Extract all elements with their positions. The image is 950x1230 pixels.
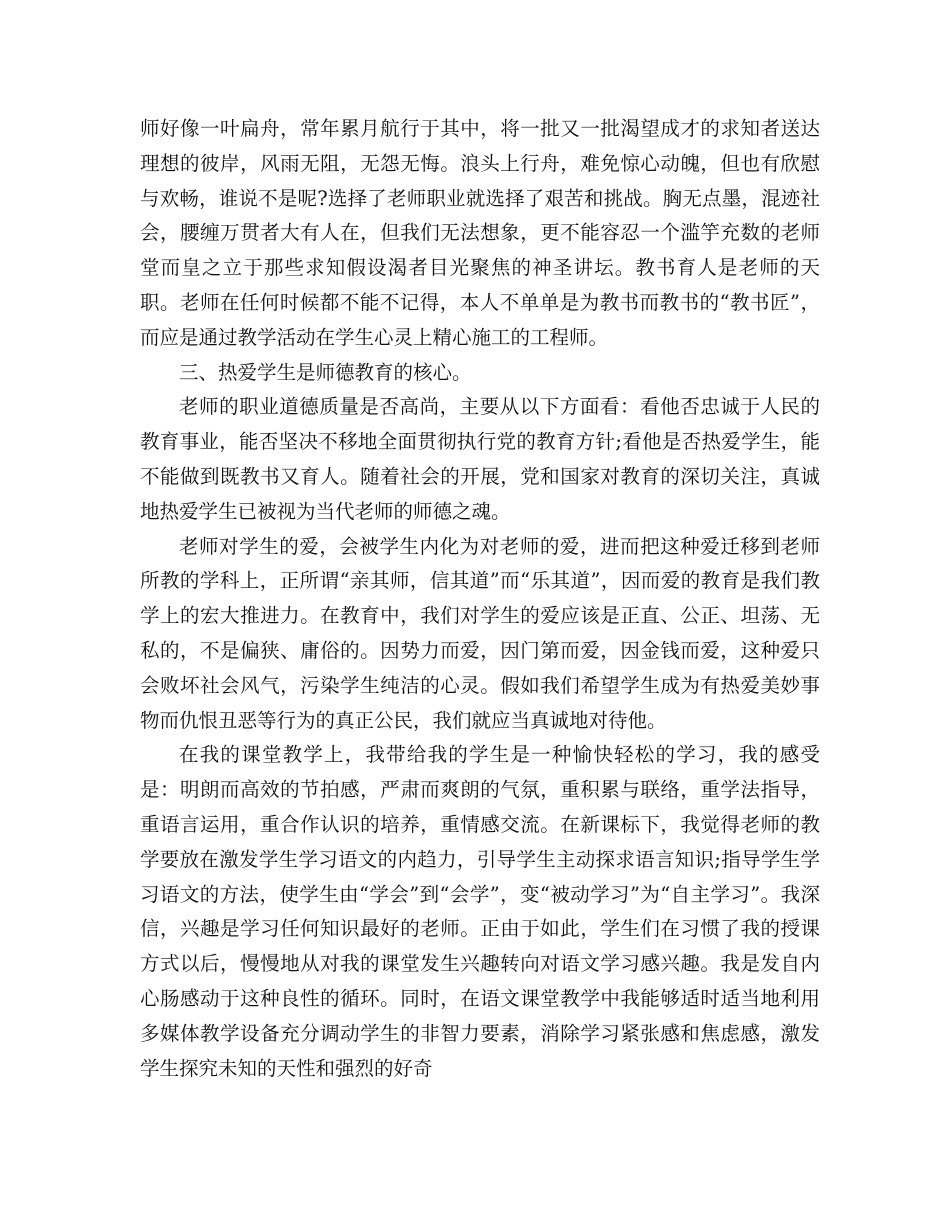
paragraph: 老师对学生的爱，会被学生内化为对老师的爱，进而把这种爱迁移到老师所教的学科上，正所谓“亲其师，信其道”而“乐其道”，因而爱的教育是我们教学上的宏大推进力。在教育中，我们对学生的爱应该是正直、公正、坦荡、无私的，不是偏狭、庸俗的。因势力而爱，因门第而爱，因金钱而爱，这种爱只会败坏社会风气，污染学生纯洁的心灵。假如我们希望学生成为有热爱美妙事物而仇恨丑恶等行为的真正公民，我们就应当真诚地对待他。 <box>140 534 820 732</box>
paragraph: 在我的课堂教学上，我带给我的学生是一种愉快轻松的学习，我的感受是：明朗而高效的节拍感，严肃而爽朗的气氛，重积累与联络，重学法指导，重语言运用，重合作认识的培养，重情感交流。在新课标下，我觉得老师的教学要放在激发学生学习语文的内趋力，引导学生主动探求语言知识;指导学生学习语文的方法，使学生由“学会”到“会学”，变“被动学习”为“自主学习”。我深信，兴趣是学习任何知识最好的老师。正由于如此，学生们在习惯了我的授课方式以后，慢慢地从对我的课堂发生兴趣转向对语文学习感兴趣。我是发自内心肠感动于这种良性的循环。同时，在语文课堂教学中我能够适时适当地利用多媒体教学设备充分调动学生的非智力要素，消除学习紧张感和焦虑感，激发学生探究未知的天性和强烈的好奇 <box>140 743 820 1080</box>
document-body <box>140 112 820 1086</box>
paragraph-continuation: 师好像一叶扁舟，常年累月航行于其中，将一批又一批渴望成才的求知者送达理想的彼岸，风雨无阻，无怨无悔。浪头上行舟，难免惊心动魄，但也有欣慰与欢畅，谁说不是呢?选择了老师职业就选择了艰苦和挑战。胸无点墨，混迹社会，腰缠万贯者大有人在，但我们无法想象，更不能容忍一个滥竽充数的老师堂而皇之立于那些求知假设渴者目光聚焦的神圣讲坛。教书育人是老师的天职。老师在任何时候都不能不记得，本人不单单是为教书而教书的“教书匠”，而应是通过教学活动在学生心灵上精心施工的工程师。 <box>140 117 820 349</box>
section-heading: 三、热爱学生是师德教育的核心。 <box>179 360 472 384</box>
paragraph: 老师的职业道德质量是否高尚，主要从以下方面看：看他否忠诚于人民的教育事业，能否坚决不移地全面贯彻执行党的教育方针;看他是否热爱学生，能不能做到既教书又育人。随着社会的开展，党和国家对教育的深切关注，真诚地热爱学生已被视为当代老师的师德之魂。 <box>140 395 820 523</box>
